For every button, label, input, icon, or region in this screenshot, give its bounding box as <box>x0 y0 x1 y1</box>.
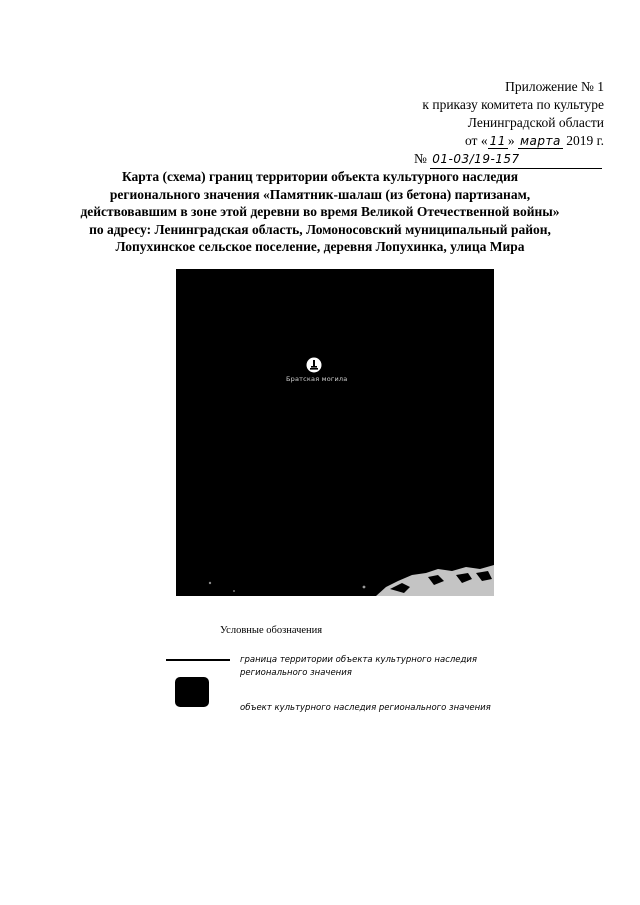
legend-title: Условные обозначения <box>220 625 323 636</box>
appendix-order-ref: к приказу комитета по культуре <box>422 97 604 112</box>
map-scheme <box>176 269 494 596</box>
title-line-1: Карта (схема) границ территории объекта культурного наследия <box>121 169 519 184</box>
appendix-number: Приложение № 1 <box>505 79 604 94</box>
marker-label: Братская могила <box>286 375 348 383</box>
title-line-5: Лопухинское сельское поселение, деревня Лопухинка, улица Мира <box>115 239 525 254</box>
number-prefix: № <box>414 151 427 166</box>
date-day: 11 <box>489 134 506 148</box>
appendix-date <box>414 132 604 150</box>
date-year: 2019 г. <box>566 133 604 148</box>
date-month: марта <box>519 134 561 148</box>
document-title <box>40 168 600 256</box>
legend-boundary-text-line-1: граница территории объекта культурного наследия <box>240 655 478 665</box>
legend-object-text: объект культурного наследия регионального значения <box>240 703 491 713</box>
date-mid: » <box>507 133 515 148</box>
legend-boundary-line <box>166 659 230 661</box>
date-prefix: от « <box>464 133 488 148</box>
appendix-header <box>414 78 604 169</box>
appendix-region: Ленинградской области <box>467 115 604 130</box>
legend-object-symbol <box>175 677 209 707</box>
title-line-3: действовавшим в зоне этой деревни во время Великой Отечественной войны» <box>80 204 560 219</box>
title-line-2: регионального значения «Памятник-шалаш (из бетона) партизанам, <box>109 186 531 202</box>
number-value: 01-03/19-157 <box>430 150 602 169</box>
legend-boundary-text <box>240 654 477 680</box>
legend-boundary-text-line-2: регионального значения <box>240 668 352 678</box>
title-line-4: по адресу: Ленинградская область, Ломоносовский муниципальный район, <box>89 221 551 237</box>
map-terrain-noise <box>176 269 494 596</box>
appendix-order-number <box>414 150 604 169</box>
monument-marker-icon <box>306 357 322 373</box>
